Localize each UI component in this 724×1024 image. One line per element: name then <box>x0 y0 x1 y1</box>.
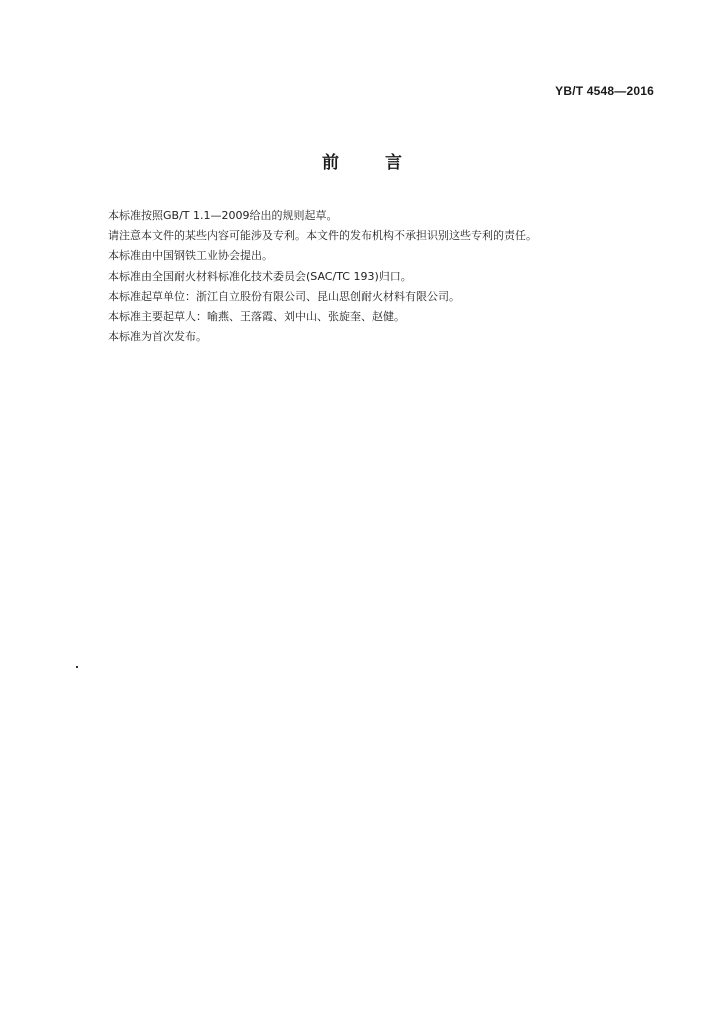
paragraph-patent-notice: 请注意本文件的某些内容可能涉及专利。本文件的发布机构不承担识别这些专利的责任。 <box>108 229 537 243</box>
scan-dot-mark <box>76 666 78 668</box>
paragraph-drafters: 本标准主要起草人：喻燕、王落霞、刘中山、张旋奎、赵健。 <box>108 310 405 324</box>
paragraph-drafting-organizations: 本标准起草单位：浙江自立股份有限公司、昆山思创耐火材料有限公司。 <box>108 289 460 303</box>
paragraph-drafting-rules: 本标准按照GB/T 1.1—2009给出的规则起草。 <box>108 209 338 222</box>
standard-number: YB/T 4548—2016 <box>555 84 654 98</box>
paragraph-under-jurisdiction: 本标准由全国耐火材料标准化技术委员会(SAC/TC 193)归口。 <box>108 269 412 283</box>
paragraph-first-release: 本标准为首次发布。 <box>108 330 207 344</box>
paragraph-proposed-by: 本标准由中国钢铁工业协会提出。 <box>108 249 273 263</box>
foreword-body <box>108 206 668 347</box>
page-title: 前言 <box>322 153 448 173</box>
